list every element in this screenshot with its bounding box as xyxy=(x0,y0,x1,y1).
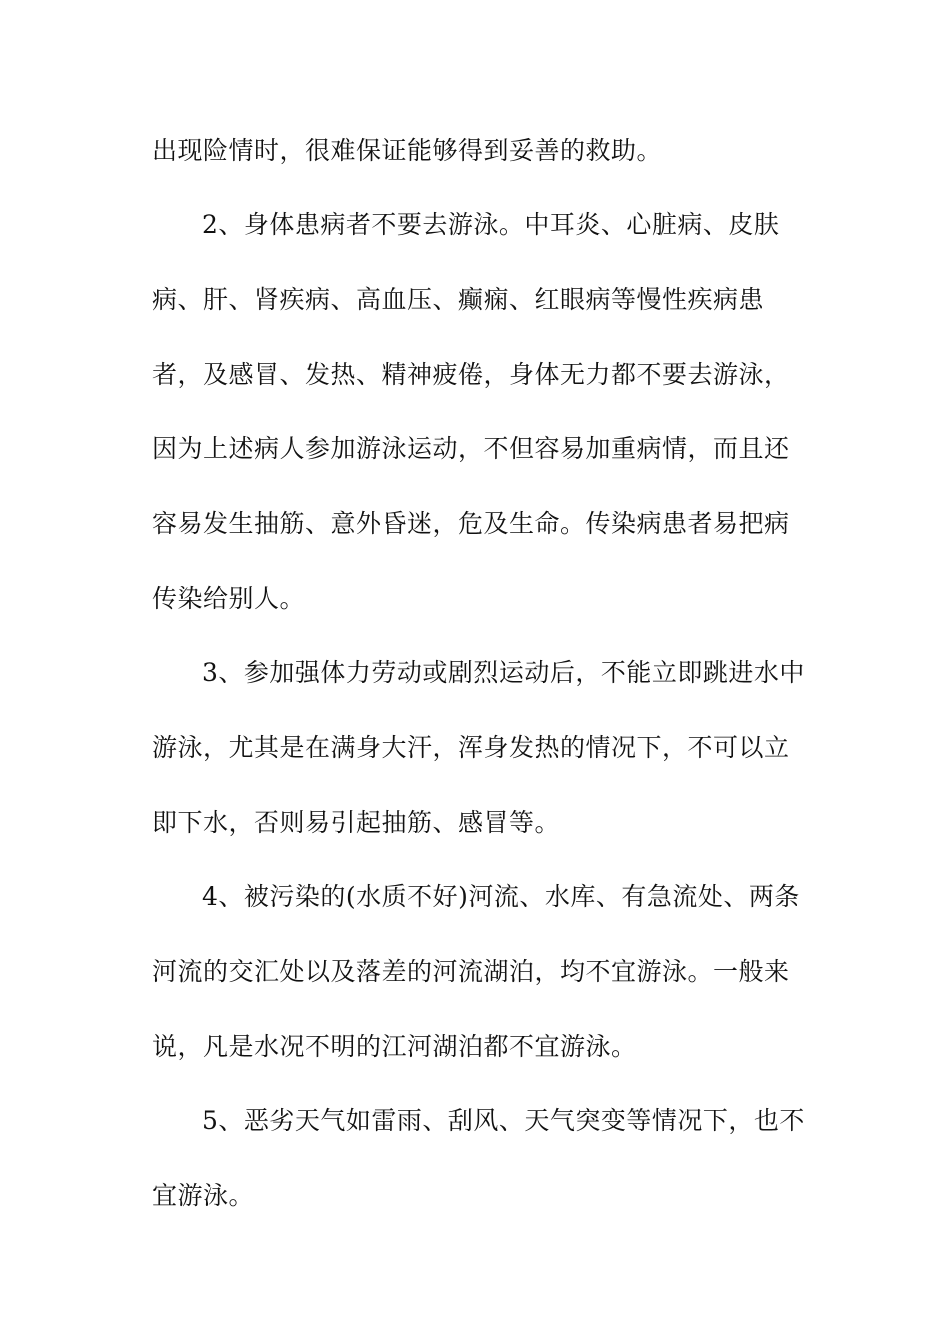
text-line: 容易发生抽筋、意外昏迷，危及生命。传染病患者易把病 xyxy=(152,509,790,538)
text-line: 即下水，否则易引起抽筋、感冒等。 xyxy=(152,808,561,837)
text-line: 者，及感冒、发热、精神疲倦，身体无力都不要去游泳， xyxy=(152,360,790,389)
text-line: 出现险情时，很难保证能够得到妥善的救助。 xyxy=(152,136,663,165)
text-line: 传染给别人。 xyxy=(152,584,306,613)
text-line: 因为上述病人参加游泳运动，不但容易加重病情，而且还 xyxy=(152,434,790,463)
text-line: 游泳，尤其是在满身大汗，浑身发热的情况下，不可以立 xyxy=(152,733,790,762)
text-line: 3、参加强体力劳动或剧烈运动后，不能立即跳进水中 xyxy=(202,658,805,687)
text-line: 说，凡是水况不明的江河湖泊都不宜游泳。 xyxy=(152,1032,637,1061)
text-line: 宜游泳。 xyxy=(152,1181,255,1210)
text-line: 4、被污染的(水质不好)河流、水库、有急流处、两条 xyxy=(202,882,800,911)
text-line: 病、肝、肾疾病、高血压、癫痫、红眼病等慢性疾病患 xyxy=(152,285,765,314)
text-line: 河流的交汇处以及落差的河流湖泊，均不宜游泳。一般来 xyxy=(152,957,790,986)
text-line: 5、恶劣天气如雷雨、刮风、天气突变等情况下，也不 xyxy=(202,1106,805,1135)
text-line: 2、身体患病者不要去游泳。中耳炎、心脏病、皮肤 xyxy=(202,210,780,239)
